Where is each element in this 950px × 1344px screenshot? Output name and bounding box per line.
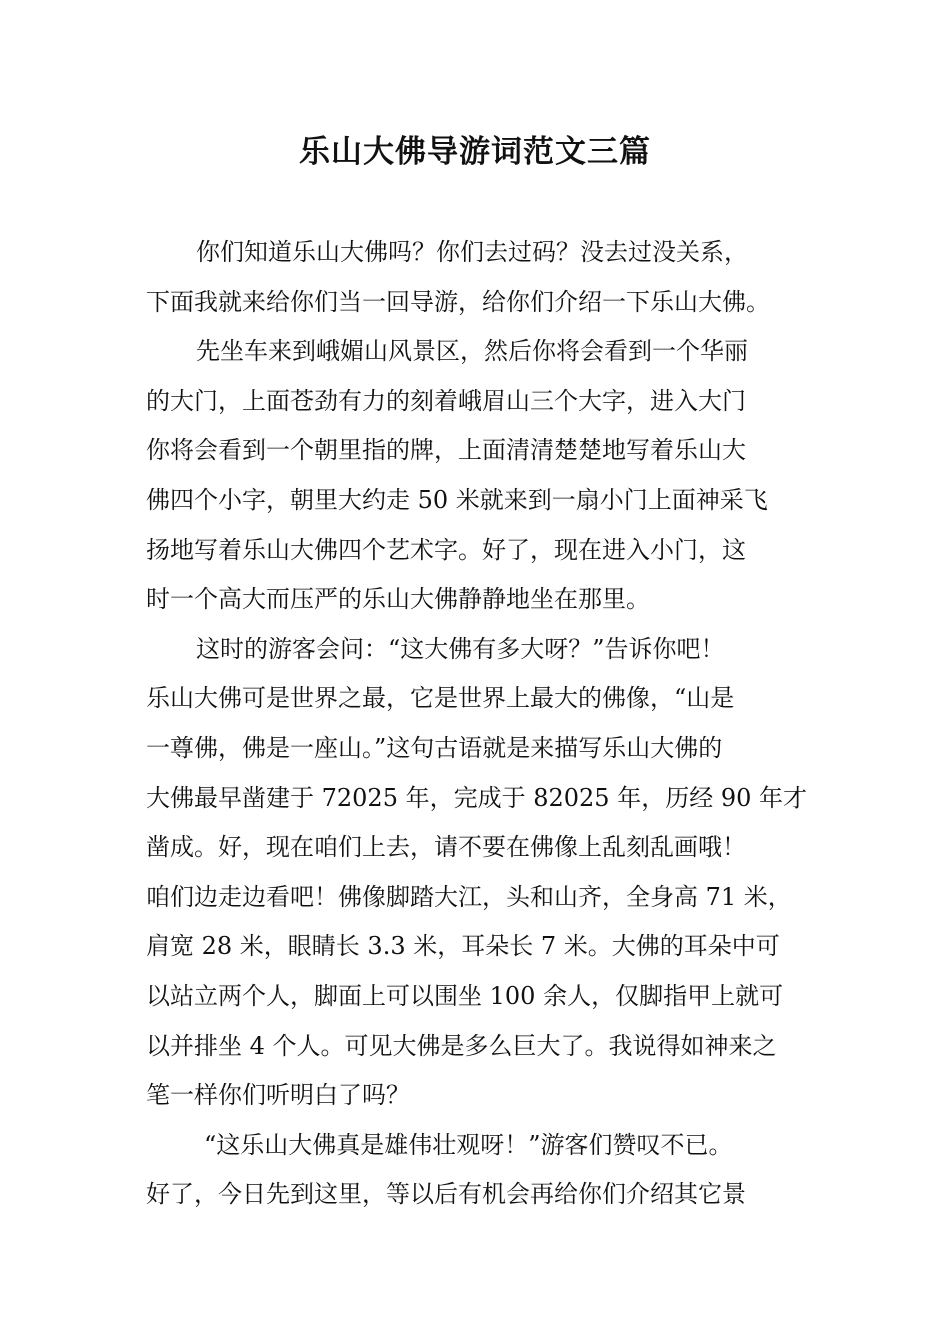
paragraph-3-line-6: 咱们边走边看吧！佛像脚踏大江，头和山齐，全身高 71 米， [146, 882, 792, 911]
paragraph-2-line-5: 扬地写着乐山大佛四个艺术字。好了，现在进入小门，这 [146, 535, 746, 564]
paragraph-2-line-4: 佛四个小字，朝里大约走 50 米就来到一扇小门上面神采飞 [146, 485, 768, 514]
paragraph-3-line-4: 大佛最早凿建于 72025 年，完成于 82025 年，历经 90 年才 [146, 783, 808, 812]
paragraph-3-line-10: 笔一样你们听明白了吗？ [146, 1081, 410, 1110]
document-title: 乐山大佛导游词范文三篇 [299, 134, 651, 170]
paragraph-1-line-2: 下面我就来给你们当一回导游，给你们介绍一下乐山大佛。 [146, 287, 770, 316]
paragraph-2-line-2: 的大门，上面苍劲有力的刻着峨眉山三个大字，进入大门 [146, 386, 746, 415]
paragraph-2-line-3: 你将会看到一个朝里指的牌，上面清清楚楚地写着乐山大 [146, 436, 746, 465]
paragraph-4-line-2: 好了，今日先到这里，等以后有机会再给你们介绍其它景 [146, 1180, 746, 1209]
paragraph-3-line-2: 乐山大佛可是世界之最，它是世界上最大的佛像，“山是 [146, 684, 735, 713]
paragraph-2-line-6: 时一个高大而压严的乐山大佛静静地坐在那里。 [146, 585, 650, 614]
paragraph-3-line-8: 以站立两个人，脚面上可以围坐 100 余人，仅脚指甲上就可 [146, 981, 784, 1010]
paragraph-3-line-1: 这时的游客会问：“这大佛有多大呀？”告诉你吧！ [196, 634, 725, 663]
paragraph-3-line-5: 凿成。好，现在咱们上去，请不要在佛像上乱刻乱画哦！ [146, 833, 746, 862]
document-body [146, 228, 818, 1220]
paragraph-3-line-7: 肩宽 28 米，眼睛长 3.3 米，耳朵长 7 米。大佛的耳朵中可 [146, 932, 780, 961]
paragraph-2-line-1: 先坐车来到峨媚山风景区，然后你将会看到一个华丽 [196, 337, 748, 366]
paragraph-3-line-9: 以并排坐 4 个人。可见大佛是多么巨大了。我说得如神来之 [146, 1031, 777, 1060]
paragraph-1-line-1: 你们知道乐山大佛吗？你们去过码？没去过没关系， [196, 238, 748, 266]
paragraph-4-line-1: “这乐山大佛真是雄伟壮观呀！”游客们赞叹不已。 [204, 1130, 733, 1159]
paragraph-3-line-3: 一尊佛，佛是一座山。”这句古语就是来描写乐山大佛的 [146, 733, 723, 762]
